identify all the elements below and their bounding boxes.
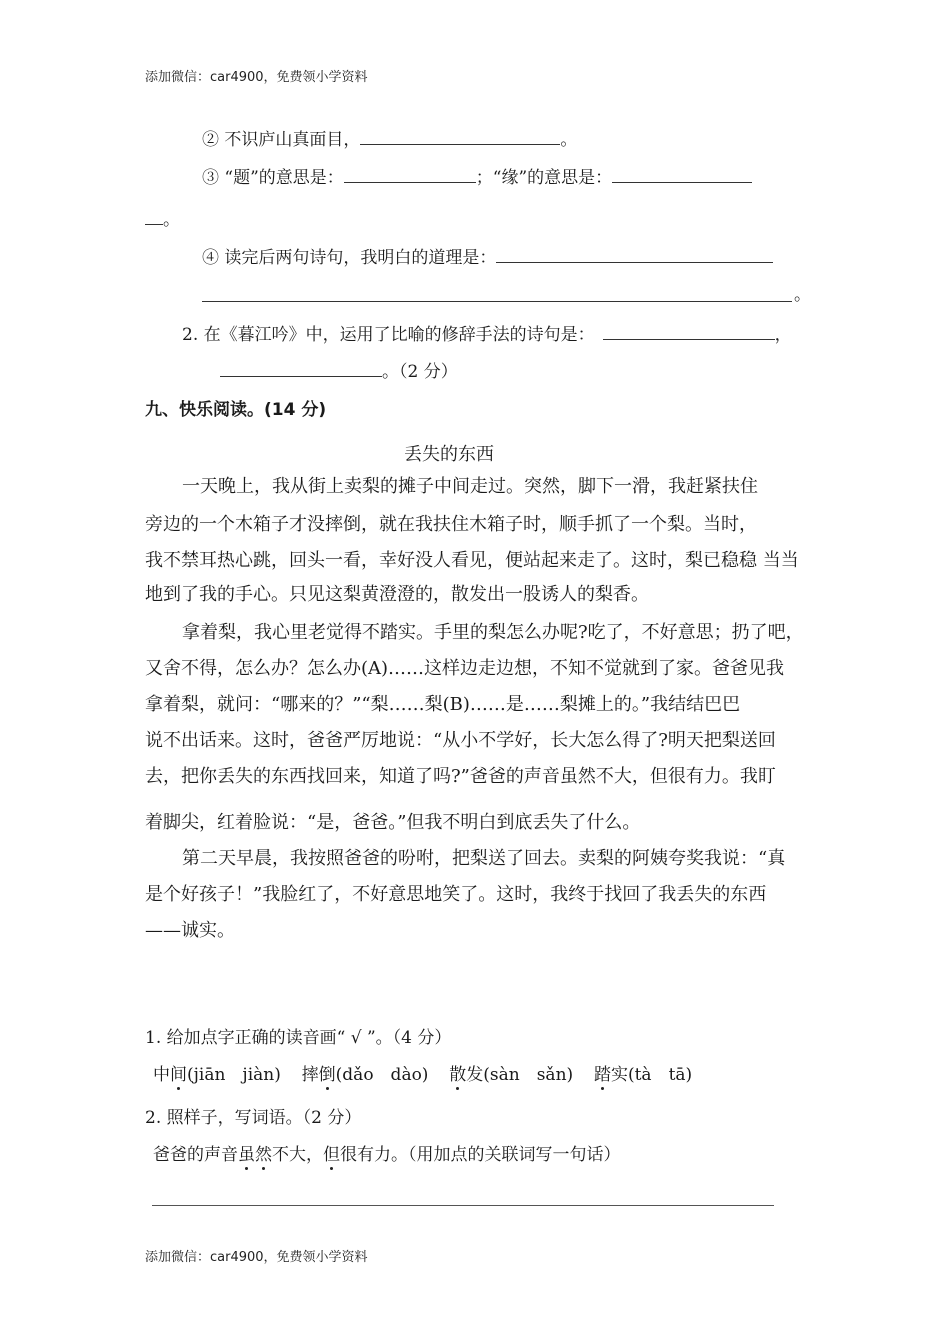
passage-line: 是个好孩子！”我脸红了，不好意思地笑了。这时，我终于找回了我丢失的东西 xyxy=(145,884,767,905)
passage-line: 拿着梨，就问：“哪来的？”“梨……梨(B)……是……梨摊上的。”我结结巴巴 xyxy=(145,694,741,715)
dotted-char: 但 xyxy=(323,1145,340,1165)
passage-line: 第二天早晨，我按照爸爸的吩咐，把梨送了回去。卖梨的阿姨夸奖我说：“真 xyxy=(182,848,786,869)
question-3-line xyxy=(202,168,752,188)
header-note: 添加微信：car4900，免费领小学资料 xyxy=(145,70,368,85)
answer-line-q2[interactable] xyxy=(152,1205,774,1206)
item-2-cont xyxy=(220,362,458,382)
passage-line: 我不禁耳热心跳，回头一看，幸好没人看见，便站起来走了。这时，梨已稳稳 当当 xyxy=(145,550,799,571)
answer-blank-5b[interactable] xyxy=(220,362,382,377)
question-2-line xyxy=(202,130,577,150)
dotted-char: 间 xyxy=(170,1065,187,1085)
passage-line: 一天晚上，我从街上卖梨的摊子中间走过。突然，脚下一滑，我赶紧扶住 xyxy=(182,476,758,497)
dotted-char: 然 xyxy=(255,1145,272,1165)
passage-line: 去，把你丢失的东西找回来，知道了吗?”爸爸的声音虽然不大，但很有力。我盯 xyxy=(145,766,776,787)
question-4-line xyxy=(202,248,773,268)
item-2-comma: ， xyxy=(774,325,792,345)
dotted-char: 踏 xyxy=(593,1065,611,1085)
q1-items xyxy=(153,1065,692,1085)
answer-blank-3a[interactable] xyxy=(344,168,476,183)
pinyin-item[interactable]: 踏实(tà tā) xyxy=(593,1065,693,1085)
passage-title: 丢失的东西 xyxy=(404,444,494,465)
passage-line: 旁边的一个木箱子才没摔倒，就在我扶住木箱子时，顺手抓了一个梨。当时， xyxy=(145,514,757,535)
answer-blank-3b[interactable] xyxy=(612,168,752,183)
passage-line: 说不出话来。这时，爸爸严厉地说：“从小不学好，长大怎么得了?明天把梨送回 xyxy=(145,730,776,751)
pinyin-item[interactable]: 散发(sàn sǎn) xyxy=(449,1065,574,1085)
q1-prompt: 1. 给加点字正确的读音画“ √ ”。（4 分） xyxy=(145,1028,452,1048)
item-2-score: 。（2 分） xyxy=(382,362,458,382)
passage-line: ——诚实。 xyxy=(145,920,235,941)
dotted-char: 倒 xyxy=(318,1065,336,1085)
question-3-end: 。 xyxy=(163,210,180,230)
section-heading: 九、快乐阅读。(14 分) xyxy=(145,400,327,420)
question-2-text: ② 不识庐山真面目， xyxy=(202,130,361,150)
question-2-end: 。 xyxy=(560,130,578,150)
passage-line: 地到了我的手心。只见这梨黄澄澄的，散发出一股诱人的梨香。 xyxy=(145,584,649,605)
answer-blank-4a[interactable] xyxy=(496,248,773,263)
item-2-line xyxy=(182,325,792,345)
dotted-char: 散 xyxy=(449,1065,467,1085)
passage-line: 又舍不得，怎么办？怎么办(A)……这样边走边想，不知不觉就到了家。爸爸见我 xyxy=(145,658,785,679)
passage-line: 拿着梨，我心里老觉得不踏实。手里的梨怎么办呢?吃了，不好意思；扔了吧， xyxy=(182,622,804,643)
answer-blank-4b[interactable] xyxy=(202,301,792,302)
dotted-char: 虽 xyxy=(238,1145,255,1165)
question-4-end: 。 xyxy=(794,285,811,305)
answer-blank-3c[interactable] xyxy=(145,210,163,225)
pinyin-item[interactable]: 摔倒(dǎo dào) xyxy=(301,1065,429,1085)
answer-blank-5a[interactable] xyxy=(603,325,775,340)
item-2-text: 2. 在《暮江吟》中，运用了比喻的修辞手法的诗句是： xyxy=(182,325,595,345)
pinyin-item[interactable]: 中间(jiān jiàn) xyxy=(153,1065,281,1085)
question-4-text: ④ 读完后两句诗句，我明白的道理是： xyxy=(202,248,497,268)
passage-line: 着脚尖，红着脸说：“是，爸爸。”但我不明白到底丢失了什么。 xyxy=(145,812,641,833)
answer-blank-2[interactable] xyxy=(360,130,560,145)
question-3-text-b: ；“缘”的意思是： xyxy=(475,168,613,188)
footer-note: 添加微信：car4900，免费领小学资料 xyxy=(145,1250,368,1265)
q2-prompt: 2. 照样子，写词语。（2 分） xyxy=(145,1108,362,1128)
question-3-cont xyxy=(145,210,180,230)
q2-sentence: 爸爸的声音虽然不大，但很有力。（用加点的关联词写一句话） xyxy=(153,1145,621,1165)
question-3-text-a: ③ “题”的意思是： xyxy=(202,168,344,188)
